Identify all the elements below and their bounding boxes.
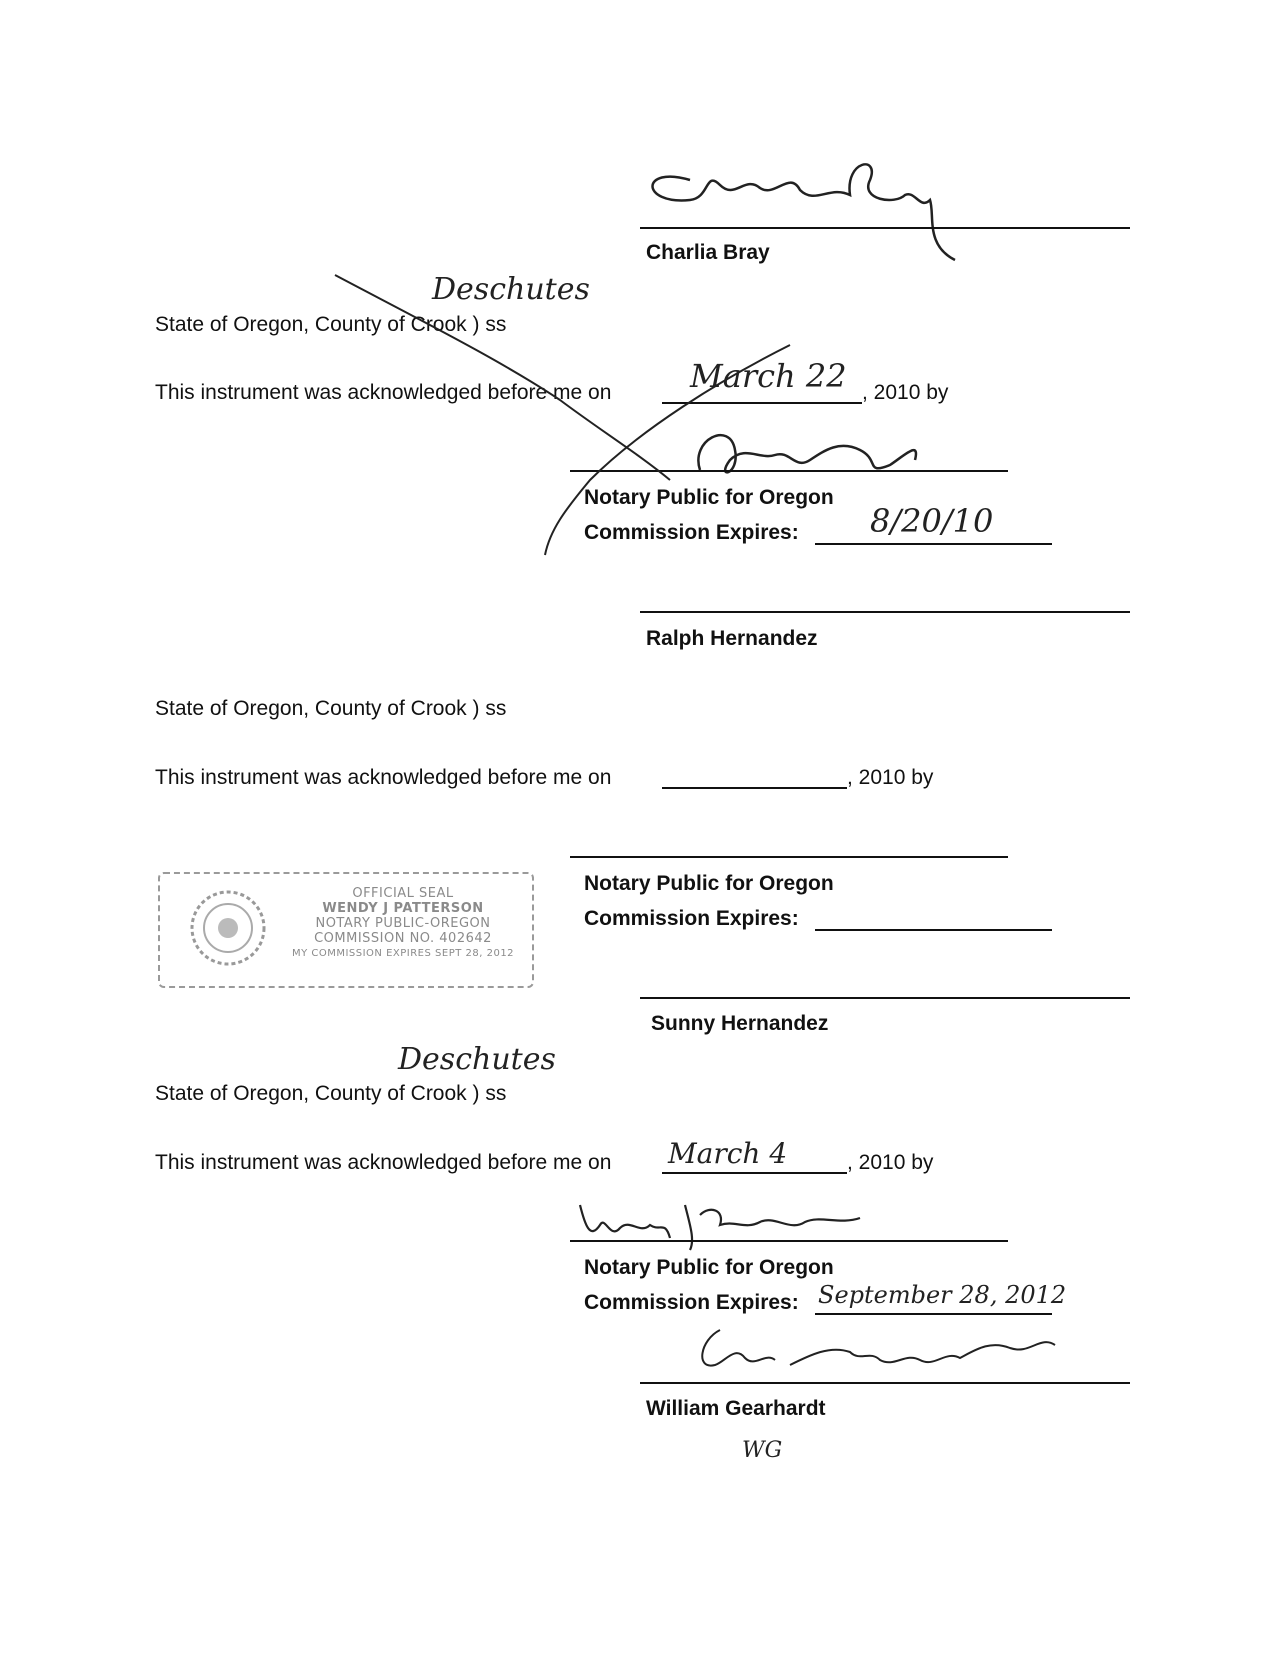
- acknowledgment-year: , 2010 by: [847, 766, 934, 789]
- handwritten-date: March 4: [668, 1137, 788, 1170]
- commission-label: Commission Expires:: [584, 1291, 799, 1314]
- commission-label: Commission Expires:: [584, 521, 799, 544]
- signature-line: [640, 611, 1130, 613]
- acknowledgment-year: , 2010 by: [847, 1151, 934, 1174]
- notary-signature-line: [570, 1240, 1008, 1242]
- state-seal-icon: [188, 888, 268, 968]
- handwritten-date: March 22: [690, 357, 847, 395]
- county-line: State of Oregon, County of Crook ) ss: [155, 697, 507, 720]
- acknowledgment-text: This instrument was acknowledged before me on: [155, 1151, 612, 1174]
- commission-line: [815, 929, 1052, 931]
- notary-signature-line: [570, 856, 1008, 858]
- signer-name: William Gearhardt: [646, 1397, 826, 1420]
- date-line: [662, 787, 847, 789]
- notary-seal: [158, 872, 534, 988]
- seal-line: MY COMMISSION EXPIRES SEPT 28, 2012: [291, 948, 515, 959]
- seal-line: WENDY J PATTERSON: [322, 901, 484, 916]
- handwritten-county: Deschutes: [398, 1042, 556, 1077]
- handwritten-initials: WG: [742, 1438, 783, 1463]
- acknowledgment-text: This instrument was acknowledged before me on: [155, 766, 612, 789]
- signer-name: Ralph Hernandez: [646, 627, 818, 650]
- notary-signature-line: [570, 470, 1008, 472]
- handwritten-county: Deschutes: [432, 272, 590, 307]
- county-line: State of Oregon, County of Crook ) ss: [155, 1082, 507, 1105]
- signer-name: Sunny Hernandez: [651, 1012, 829, 1035]
- notary-label: Notary Public for Oregon: [584, 486, 834, 509]
- signer-name: Charlia Bray: [646, 241, 770, 264]
- county-line: State of Oregon, County of Crook ) ss: [155, 313, 507, 336]
- signature-line: [640, 1382, 1130, 1384]
- commission-line: [815, 543, 1052, 545]
- commission-line: [815, 1313, 1052, 1315]
- notary-label: Notary Public for Oregon: [584, 1256, 834, 1279]
- seal-line: NOTARY PUBLIC-OREGON: [315, 916, 491, 931]
- notary-label: Notary Public for Oregon: [584, 872, 834, 895]
- date-line: [662, 1172, 847, 1174]
- seal-line: COMMISSION NO. 402642: [314, 931, 492, 946]
- acknowledgment-year: , 2010 by: [862, 381, 949, 404]
- acknowledgment-text: This instrument was acknowledged before me on: [155, 381, 612, 404]
- handwritten-commission: 8/20/10: [870, 502, 994, 540]
- commission-label: Commission Expires:: [584, 907, 799, 930]
- signature-line: [640, 997, 1130, 999]
- signature-line: [640, 227, 1130, 229]
- date-line: [662, 402, 862, 404]
- handwritten-commission: September 28, 2012: [818, 1281, 1067, 1309]
- seal-line: OFFICIAL SEAL: [352, 886, 454, 901]
